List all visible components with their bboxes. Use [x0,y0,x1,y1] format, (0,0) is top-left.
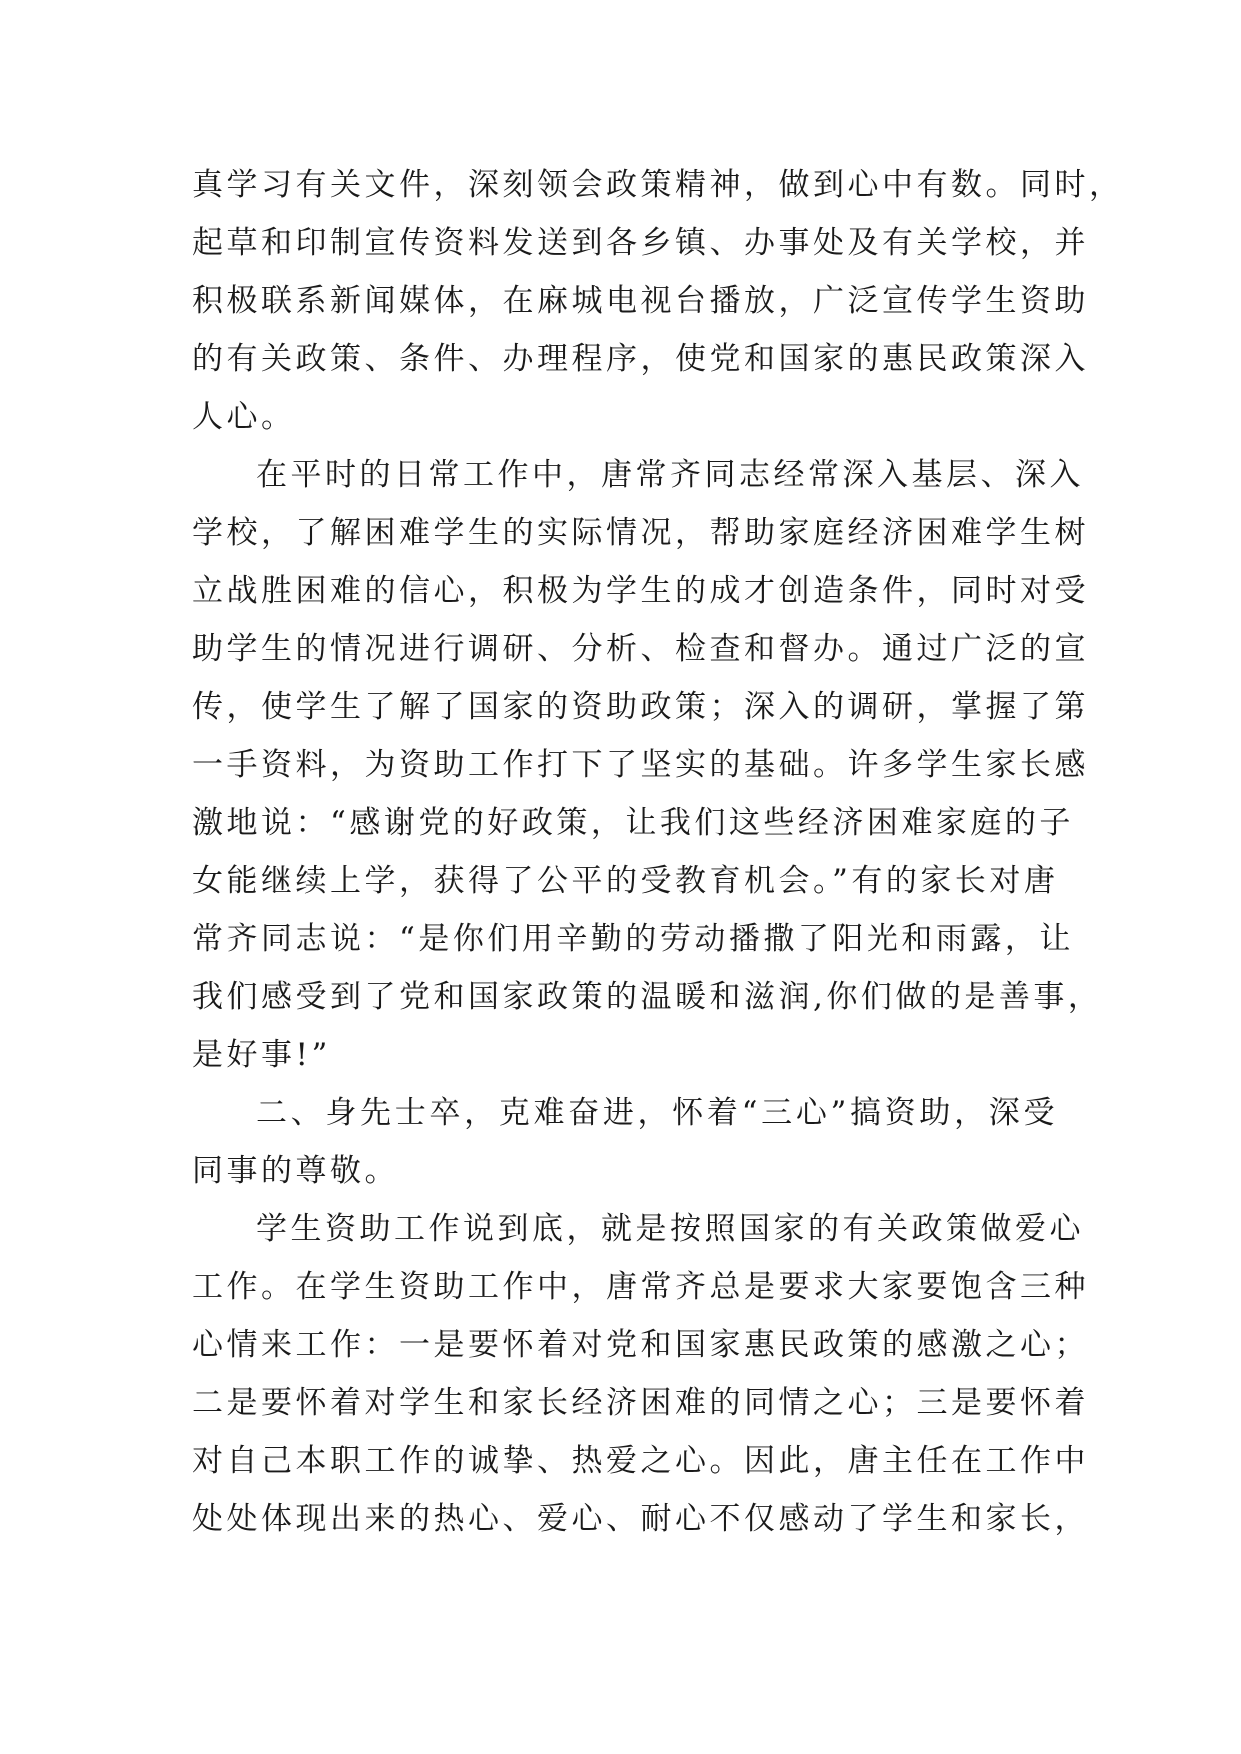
section-heading-line: 同事的尊敬。 [192,1153,399,1189]
text-line: 传，使学生了解了国家的资助政策；深入的调研，掌握了第 [192,689,1089,725]
text-line: 助学生的情况进行调研、分析、检查和督办。通过广泛的宣 [192,631,1089,667]
text-line: 工作。在学生资助工作中，唐常齐总是要求大家要饱含三种 [192,1269,1089,1305]
text-line: 学校，了解困难学生的实际情况，帮助家庭经济困难学生树 [192,515,1089,551]
text-line: 激地说：“感谢党的好政策，让我们这些经济困难家庭的子 [192,805,1074,841]
text-line: 我们感受到了党和国家政策的温暖和滋润,你们做的是善事， [192,979,1103,1015]
text-line: 学生资助工作说到底，就是按照国家的有关政策做爱心 [256,1211,1084,1247]
text-line: 女能继续上学，获得了公平的受教育机会。”有的家长对唐 [192,863,1059,899]
text-line: 是好事!” [192,1037,331,1073]
text-line: 心情来工作：一是要怀着对党和国家惠民政策的感激之心； [192,1327,1089,1363]
text-line: 常齐同志说：“是你们用辛勤的劳动播撒了阳光和雨露，让 [192,921,1074,957]
text-line: 二是要怀着对学生和家长经济困难的同情之心；三是要怀着 [192,1385,1089,1421]
text-line: 在平时的日常工作中，唐常齐同志经常深入基层、深入 [256,457,1084,493]
text-line: 的有关政策、条件、办理程序，使党和国家的惠民政策深入 [192,341,1089,377]
text-line: 人心。 [192,399,296,435]
text-line: 立战胜困难的信心，积极为学生的成才创造条件，同时对受 [192,573,1089,609]
text-line: 对自己本职工作的诚挚、热爱之心。因此，唐主任在工作中 [192,1443,1089,1479]
text-line: 起草和印制宣传资料发送到各乡镇、办事处及有关学校，并 [192,225,1089,261]
text-line: 一手资料，为资助工作打下了坚实的基础。许多学生家长感 [192,747,1089,783]
text-line: 处处体现出来的热心、爱心、耐心不仅感动了学生和家长， [192,1501,1089,1537]
text-line: 积极联系新闻媒体，在麻城电视台播放，广泛宣传学生资助 [192,283,1089,319]
text-line: 真学习有关文件，深刻领会政策精神，做到心中有数。同时， [192,167,1124,203]
section-heading-line: 二、身先士卒，克难奋进，怀着“三心”搞资助，深受 [256,1095,1058,1131]
body-text [192,156,1124,1548]
